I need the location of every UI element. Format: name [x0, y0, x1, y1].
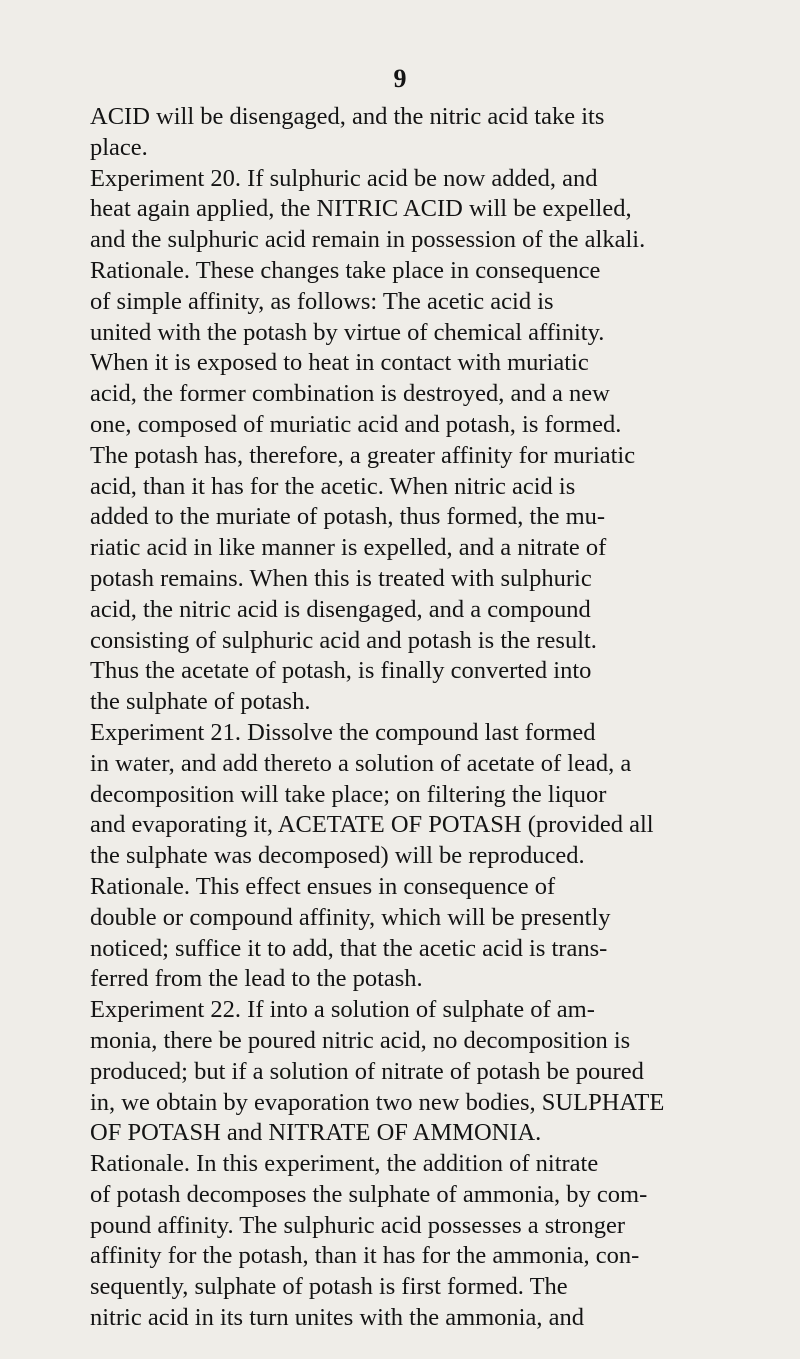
text-line: riatic acid in like manner is expelled, and a nitrate of — [90, 534, 607, 562]
text-line: noticed; suffice it to add, that the acetic acid is trans- — [90, 934, 608, 962]
text-line: The potash has, therefore, a greater affinity for muriatic — [90, 441, 636, 469]
text-line: Experiment 21. Dissolve the compound last formed — [90, 718, 596, 746]
body-text — [90, 102, 790, 1334]
text-line: double or compound affinity, which will be presently — [90, 903, 611, 931]
text-line: united with the potash by virtue of chemical affinity. — [90, 318, 605, 346]
text-line: of simple affinity, as follows: The acetic acid is — [90, 287, 554, 315]
text-line: Rationale. In this experiment, the addition of nitrate — [90, 1150, 599, 1178]
text-line: pound affinity. The sulphuric acid possesses a stronger — [90, 1211, 626, 1239]
text-line: in, we obtain by evaporation two new bodies, SULPHATE — [90, 1088, 665, 1116]
text-line: ACID will be disengaged, and the nitric acid take its — [90, 103, 605, 130]
text-line: the sulphate was decomposed) will be reproduced. — [90, 842, 585, 870]
page-number: 9 — [393, 64, 407, 93]
text-line: heat again applied, the NITRIC ACID will be expelled, — [90, 195, 632, 223]
text-line: potash remains. When this is treated with sulphuric — [90, 564, 592, 592]
text-line: Experiment 22. If into a solution of sulphate of am- — [90, 996, 595, 1024]
text-line: sequently, sulphate of potash is first formed. The — [90, 1273, 568, 1301]
text-line: acid, the nitric acid is disengaged, and a compound — [90, 595, 591, 623]
text-line: Rationale. These changes take place in consequence — [90, 256, 601, 284]
text-line: When it is exposed to heat in contact with muriatic — [90, 349, 589, 377]
text-line: Thus the acetate of potash, is finally converted into — [90, 657, 592, 685]
text-line: OF POTASH and NITRATE OF AMMONIA. — [90, 1119, 542, 1147]
text-line: decomposition will take place; on filtering the liquor — [90, 780, 607, 808]
text-line: acid, than it has for the acetic. When nitric acid is — [90, 472, 576, 500]
text-line: monia, there be poured nitric acid, no decomposition is — [90, 1026, 631, 1054]
text-line: place. — [90, 133, 148, 161]
text-line: added to the muriate of potash, thus formed, the mu- — [90, 503, 606, 531]
text-line: produced; but if a solution of nitrate of potash be poured — [90, 1057, 644, 1085]
text-line: consisting of sulphuric acid and potash is the result. — [90, 626, 597, 654]
text-line: and the sulphuric acid remain in possession of the alkali. — [90, 226, 646, 254]
text-line: Rationale. This effect ensues in consequence of — [90, 872, 556, 900]
text-line: the sulphate of potash. — [90, 688, 311, 716]
text-line: of potash decomposes the sulphate of ammonia, by com- — [90, 1180, 648, 1208]
text-line: and evaporating it, ACETATE OF POTASH (provided all — [90, 811, 654, 839]
text-line: affinity for the potash, than it has for the ammonia, con- — [90, 1242, 640, 1270]
text-line: ferred from the lead to the potash. — [90, 965, 423, 993]
text-line: one, composed of muriatic acid and potash, is formed. — [90, 410, 622, 438]
text-line: nitric acid in its turn unites with the ammonia, and — [90, 1304, 584, 1332]
text-line: Experiment 20. If sulphuric acid be now added, and — [90, 164, 598, 192]
text-line: acid, the former combination is destroyed, and a new — [90, 380, 610, 408]
text-line: in water, and add thereto a solution of acetate of lead, a — [90, 749, 632, 777]
